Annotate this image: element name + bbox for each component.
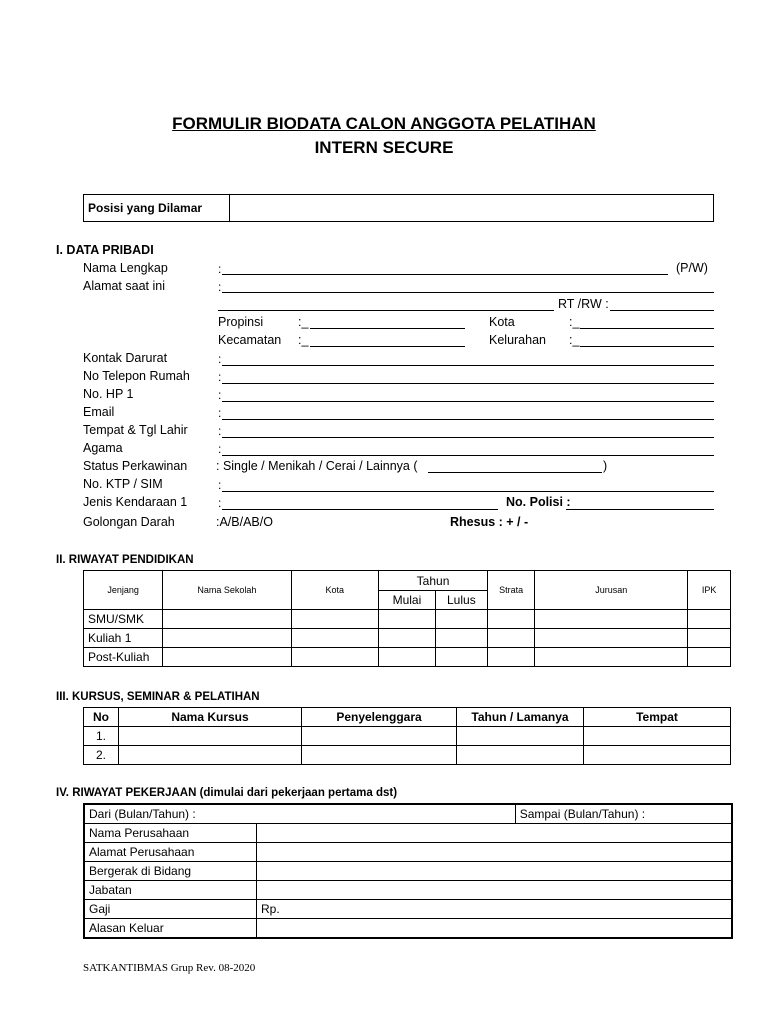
header-tempat: Tempat [584,708,731,727]
section-pendidikan-heading: II. RIWAYAT PENDIDIKAN [56,554,194,566]
header-ipk: IPK [688,571,731,610]
propinsi-field[interactable] [310,328,465,329]
kendaraan-field[interactable] [222,509,498,510]
header-penyelenggara: Penyelenggara [302,708,457,727]
row-label: Nama Perusahaan [84,824,257,843]
table-row [84,610,731,629]
email-label: Email [83,405,115,419]
rtrw-label: RT /RW : [558,297,609,311]
table-row [84,746,731,765]
cell-input[interactable] [535,610,688,629]
cell-input[interactable] [535,648,688,667]
cell-input[interactable] [257,919,733,939]
nama-field[interactable] [222,274,668,275]
agama-colon: : [218,442,222,456]
header-strata: Strata [487,571,534,610]
cell-input[interactable] [163,648,291,667]
cell-input[interactable] [257,843,733,862]
row-label: Alamat Perusahaan [84,843,257,862]
status-label: Status Perkawinan [83,459,188,473]
dari-label[interactable]: Dari (Bulan/Tahun) : [84,804,515,824]
cell-input[interactable] [291,610,379,629]
kota-colon: :_ [569,315,580,329]
cell-input[interactable] [257,881,733,900]
kelurahan-label: Kelurahan [489,333,546,347]
cell-input[interactable] [487,610,534,629]
kelurahan-field[interactable] [580,346,714,347]
table-row [84,919,732,939]
polisi-field[interactable] [566,509,714,510]
kecamatan-label: Kecamatan [218,333,282,347]
email-field[interactable] [222,419,714,420]
alamat-label: Alamat saat ini [83,279,165,293]
cell-input[interactable] [291,648,379,667]
gaji-value[interactable]: Rp. [257,900,733,919]
kendaraan-label: Jenis Kendaraan 1 [83,495,188,509]
table-row [84,862,732,881]
row-jenjang: Post-Kuliah [84,648,163,667]
cell-input[interactable] [379,610,436,629]
hp-colon: : [218,388,222,402]
header-lulus: Lulus [435,591,487,610]
pekerjaan-table [83,803,733,939]
footer-revision: SATKANTIBMAS Grup Rev. 08-2020 [83,962,256,974]
table-row [84,824,732,843]
row-no: 2. [84,746,119,765]
row-label: Jabatan [84,881,257,900]
cell-input[interactable] [584,727,731,746]
kecamatan-colon: :_ [298,333,309,347]
sampai-label[interactable]: Sampai (Bulan/Tahun) : [515,804,732,824]
row-label: Alasan Keluar [84,919,257,939]
table-row [84,881,732,900]
row-no: 1. [84,727,119,746]
row-label: Gaji [84,900,257,919]
header-nama-kursus: Nama Kursus [119,708,302,727]
section-kursus-heading: III. KURSUS, SEMINAR & PELATIHAN [56,691,260,703]
cell-input[interactable] [435,610,487,629]
row-label: Bergerak di Bidang [84,862,257,881]
kontak-colon: : [218,352,222,366]
status-options[interactable]: : Single / Menikah / Cerai / Lainnya ( [216,459,418,473]
telepon-colon: : [218,370,222,384]
kelurahan-colon: :_ [569,333,580,347]
ktp-label: No. KTP / SIM [83,477,163,491]
cell-input[interactable] [688,648,731,667]
table-row [84,843,732,862]
table-row [84,629,731,648]
table-row [84,648,731,667]
section-pekerjaan-heading: IV. RIWAYAT PEKERJAAN (dimulai dari pekerjaan pertama dst) [56,787,398,799]
table-row [84,727,731,746]
hp-label: No. HP 1 [83,387,134,401]
pw-label: (P/W) [676,261,708,275]
header-tahun-lamanya: Tahun / Lamanya [457,708,584,727]
alamat-field-2[interactable] [218,310,554,311]
cell-input[interactable] [119,727,302,746]
ttl-label: Tempat & Tgl Lahir [83,423,188,437]
cell-input[interactable] [291,629,379,648]
cell-input[interactable] [435,648,487,667]
header-kota: Kota [291,571,379,610]
header-jenjang: Jenjang [84,571,163,610]
kota-field[interactable] [580,328,714,329]
cell-input[interactable] [457,746,584,765]
ttl-field[interactable] [222,437,714,438]
telepon-field[interactable] [222,383,714,384]
cell-input[interactable] [163,629,291,648]
polisi-label: No. Polisi : [506,495,571,509]
cell-input[interactable] [379,629,436,648]
agama-field[interactable] [222,455,714,456]
row-jenjang: Kuliah 1 [84,629,163,648]
form-title: FORMULIR BIODATA CALON ANGGOTA PELATIHAN [172,114,596,133]
email-colon: : [218,406,222,420]
ktp-field[interactable] [222,491,714,492]
form-subtitle: INTERN SECURE [314,138,454,157]
nama-label: Nama Lengkap [83,261,168,275]
cell-input[interactable] [584,746,731,765]
cell-input[interactable] [302,727,457,746]
posisi-table [83,194,714,222]
kontak-field[interactable] [222,365,714,366]
kontak-label: Kontak Darurat [83,351,168,365]
kursus-table [83,707,731,765]
golongan-options[interactable]: :A/B/AB/O [216,515,273,529]
cell-input[interactable] [257,862,733,881]
alamat-colon: : [218,280,222,294]
alamat-field-1[interactable] [222,292,714,293]
cell-input[interactable] [379,648,436,667]
kecamatan-field[interactable] [310,346,465,347]
header-mulai: Mulai [379,591,436,610]
cell-input[interactable] [119,746,302,765]
cell-input[interactable] [688,629,731,648]
kendaraan-colon: : [218,496,222,510]
cell-input[interactable] [487,629,534,648]
cell-input[interactable] [435,629,487,648]
status-lainnya-field[interactable] [428,472,602,473]
posisi-input[interactable] [230,195,714,222]
cell-input[interactable] [163,610,291,629]
ktp-colon: : [218,478,222,492]
cell-input[interactable] [257,824,733,843]
posisi-label: Posisi yang Dilamar [84,195,230,222]
header-tahun: Tahun [379,571,488,591]
header-jurusan: Jurusan [535,571,688,610]
section-data-pribadi-heading: I. DATA PRIBADI [56,243,154,257]
cell-input[interactable] [688,610,731,629]
hp-field[interactable] [222,401,714,402]
pendidikan-table [83,570,731,667]
ttl-colon: : [218,424,222,438]
cell-input[interactable] [302,746,457,765]
status-close: ) [603,459,608,473]
telepon-label: No Telepon Rumah [83,369,190,383]
row-jenjang: SMU/SMK [84,610,163,629]
cell-input[interactable] [457,727,584,746]
propinsi-colon: :_ [298,315,309,329]
golongan-label: Golongan Darah [83,515,175,529]
rhesus-options[interactable]: Rhesus : + / - [450,515,529,529]
header-no: No [84,708,119,727]
propinsi-label: Propinsi [218,315,264,329]
rtrw-field[interactable] [610,310,714,311]
kota-label: Kota [489,315,515,329]
header-nama-sekolah: Nama Sekolah [163,571,291,610]
table-row [84,900,732,919]
agama-label: Agama [83,441,123,455]
cell-input[interactable] [487,648,534,667]
cell-input[interactable] [535,629,688,648]
nama-colon: : [218,262,222,276]
